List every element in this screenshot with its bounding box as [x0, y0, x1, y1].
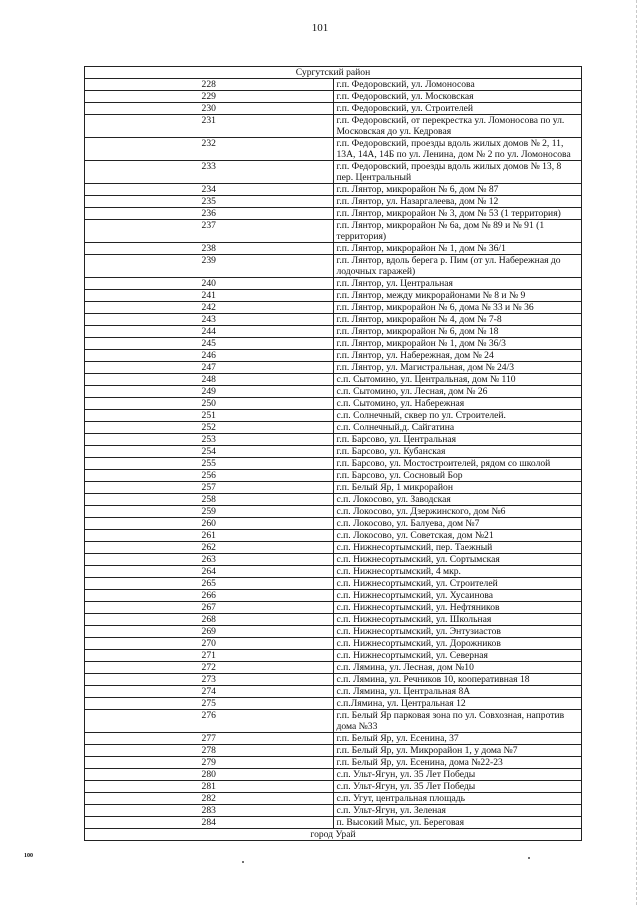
row-number: 229 [85, 91, 334, 103]
table-row [85, 374, 582, 386]
row-number: 262 [85, 542, 334, 554]
table-row [85, 79, 582, 91]
table-row [85, 278, 582, 290]
row-location: п. Высокий Мыс, ул. Береговая [333, 817, 582, 829]
row-number: 284 [85, 817, 334, 829]
table-row [85, 243, 582, 255]
row-location: с.п. Сытомино, ул. Набережная [333, 398, 582, 410]
table-row [85, 674, 582, 686]
row-location: г.п. Белый Яр, 1 микрорайон [333, 482, 582, 494]
table-row [85, 542, 582, 554]
table-row [85, 590, 582, 602]
section-title: город Урай [85, 829, 582, 841]
row-number: 237 [85, 220, 334, 243]
row-number: 232 [85, 138, 334, 161]
row-location: с.п. Сытомино, ул. Центральная, дом № 110 [333, 374, 582, 386]
table-row [85, 184, 582, 196]
row-location: с.п. Нижнесортымский, ул. Северная [333, 650, 582, 662]
row-location: с.п. Угут, центральная площадь [333, 793, 582, 805]
table-row [85, 506, 582, 518]
table-row [85, 138, 582, 161]
row-location: с.п. Локосово, ул. Советская, дом №21 [333, 530, 582, 542]
row-location: с.п. Нижнесортымский, ул. Строителей [333, 578, 582, 590]
row-location: с.п. Локосово, ул. Дзержинского, дом №6 [333, 506, 582, 518]
table-row [85, 398, 582, 410]
row-number: 283 [85, 805, 334, 817]
row-number: 274 [85, 686, 334, 698]
row-number: 278 [85, 745, 334, 757]
table-row [85, 350, 582, 362]
row-number: 269 [85, 626, 334, 638]
table-row [85, 578, 582, 590]
row-number: 231 [85, 115, 334, 138]
row-location: г.п. Федоровский, от перекрестка ул. Ломоносова по ул. Московская до ул. Кедровая [333, 115, 582, 138]
row-number: 241 [85, 290, 334, 302]
row-location: с.п. Нижнесортымский, ул. Школьная [333, 614, 582, 626]
table-row [85, 530, 582, 542]
table-row [85, 686, 582, 698]
row-location: с.п. Сытомино, ул. Лесная, дом № 26 [333, 386, 582, 398]
row-location: г.п. Лянтор, микрорайон № 1, дом № 36/1 [333, 243, 582, 255]
row-location: г.п. Белый Яр, ул. Микрорайон 1, у дома №7 [333, 745, 582, 757]
row-location: г.п. Федоровский, проезды вдоль жилых домов № 2, 11, 13А, 14А, 14Б по ул. Ленина, дом № 2 по ул. Ломоносова [333, 138, 582, 161]
table-row [85, 614, 582, 626]
table-row [85, 482, 582, 494]
table-row [85, 769, 582, 781]
row-location: г.п. Федоровский, ул. Ломоносова [333, 79, 582, 91]
table-row [85, 326, 582, 338]
row-location: с.п.Лямина, ул. Центральная 12 [333, 698, 582, 710]
page-number: 101 [311, 22, 329, 34]
row-location: г.п. Федоровский, проезды вдоль жилых домов № 13, 8 пер. Центральный [333, 161, 582, 184]
row-location: с.п. Нижнесортымский, пер. Таежный [333, 542, 582, 554]
row-location: с.п. Ульт-Ягун, ул. Зеленая [333, 805, 582, 817]
row-location: г.п. Белый Яр, ул. Есенина, дома №22-23 [333, 757, 582, 769]
scan-speck [242, 861, 244, 863]
row-number: 246 [85, 350, 334, 362]
table-row [85, 662, 582, 674]
row-number: 275 [85, 698, 334, 710]
row-location: с.п. Солнечный,д. Сайгатина [333, 422, 582, 434]
row-location: г.п. Лянтор, микрорайон № 6а, дом № 89 и № 91 (1 территория) [333, 220, 582, 243]
row-number: 252 [85, 422, 334, 434]
locations-table [84, 66, 582, 841]
row-number: 250 [85, 398, 334, 410]
row-location: с.п. Нижнесортымский, ул. Дорожников [333, 638, 582, 650]
row-location: с.п. Ульт-Ягун, ул. 35 Лет Победы [333, 781, 582, 793]
row-location: г.п. Лянтор, ул. Назаргалеева, дом № 12 [333, 196, 582, 208]
row-location: г.п. Федоровский, ул. Московская [333, 91, 582, 103]
row-location: г.п. Барсово, ул. Сосновый Бор [333, 470, 582, 482]
row-location: г.п. Барсово, ул. Кубанская [333, 446, 582, 458]
row-number: 245 [85, 338, 334, 350]
row-number: 239 [85, 255, 334, 278]
row-location: г.п. Лянтор, между микрорайонами № 8 и № 9 [333, 290, 582, 302]
row-number: 272 [85, 662, 334, 674]
table-row [85, 554, 582, 566]
scan-speck [528, 857, 530, 859]
row-location: с.п. Нижнесортымский, 4 мкр. [333, 566, 582, 578]
row-location: г.п. Лянтор, микрорайон № 4, дом № 7-8 [333, 314, 582, 326]
table-row [85, 302, 582, 314]
row-number: 257 [85, 482, 334, 494]
row-location: г.п. Белый Яр парковая зона по ул. Совхозная, напротив дома №33 [333, 710, 582, 733]
table-row [85, 470, 582, 482]
row-number: 273 [85, 674, 334, 686]
row-number: 242 [85, 302, 334, 314]
table-row [85, 255, 582, 278]
row-location: г.п. Лянтор, микрорайон № 3, дом № 53 (1 территория) [333, 208, 582, 220]
row-location: с.п. Нижнесортымский, ул. Сортымская [333, 554, 582, 566]
row-number: 228 [85, 79, 334, 91]
table-row [85, 422, 582, 434]
table-row [85, 446, 582, 458]
row-location: г.п. Лянтор, микрорайон № 6, дом № 87 [333, 184, 582, 196]
row-number: 281 [85, 781, 334, 793]
table-row [85, 745, 582, 757]
row-number: 261 [85, 530, 334, 542]
row-number: 268 [85, 614, 334, 626]
table-row [85, 220, 582, 243]
row-location: с.п. Нижнесортымский, ул. Энтузиастов [333, 626, 582, 638]
row-number: 263 [85, 554, 334, 566]
table-row [85, 650, 582, 662]
table-row [85, 196, 582, 208]
row-number: 265 [85, 578, 334, 590]
row-number: 244 [85, 326, 334, 338]
row-location: с.п. Нижнесортымский, ул. Хусаинова [333, 590, 582, 602]
table-row [85, 494, 582, 506]
row-location: г.п. Федоровский, ул. Строителей [333, 103, 582, 115]
row-location: г.п. Белый Яр, ул. Есенина, 37 [333, 733, 582, 745]
row-number: 260 [85, 518, 334, 530]
row-location: г.п. Лянтор, вдоль берега р. Пим (от ул. Набережная до лодочных гаражей) [333, 255, 582, 278]
row-number: 249 [85, 386, 334, 398]
table-row [85, 458, 582, 470]
table-row [85, 602, 582, 614]
row-number: 258 [85, 494, 334, 506]
table-row [85, 386, 582, 398]
table-row [85, 208, 582, 220]
row-number: 276 [85, 710, 334, 733]
row-number: 279 [85, 757, 334, 769]
table-row [85, 161, 582, 184]
table-row [85, 626, 582, 638]
table-row [85, 757, 582, 769]
table-row [85, 793, 582, 805]
table-row [85, 338, 582, 350]
row-number: 233 [85, 161, 334, 184]
row-number: 236 [85, 208, 334, 220]
table-row [85, 518, 582, 530]
row-number: 253 [85, 434, 334, 446]
row-location: г.п. Лянтор, микрорайон № 1, дом № 36/3 [333, 338, 582, 350]
table-row [85, 710, 582, 733]
row-number: 234 [85, 184, 334, 196]
table-row [85, 410, 582, 422]
table-row [85, 698, 582, 710]
row-number: 267 [85, 602, 334, 614]
section-header-row [85, 67, 582, 79]
row-location: г.п. Барсово, ул. Центральная [333, 434, 582, 446]
table-row [85, 781, 582, 793]
row-location: г.п. Лянтор, ул. Центральная [333, 278, 582, 290]
row-location: г.п. Лянтор, микрорайон № 6, дома № 33 и № 36 [333, 302, 582, 314]
row-location: с.п. Локосово, ул. Балуева, дом №7 [333, 518, 582, 530]
row-number: 277 [85, 733, 334, 745]
row-location: с.п. Лямина, ул. Центральная 8А [333, 686, 582, 698]
row-number: 240 [85, 278, 334, 290]
table-row [85, 91, 582, 103]
row-location: с.п. Локосово, ул. Заводская [333, 494, 582, 506]
row-number: 254 [85, 446, 334, 458]
row-location: с.п. Ульт-Ягун, ул. 35 Лет Победы [333, 769, 582, 781]
row-number: 243 [85, 314, 334, 326]
table-row [85, 290, 582, 302]
table-row [85, 733, 582, 745]
table-row [85, 638, 582, 650]
row-number: 255 [85, 458, 334, 470]
row-number: 256 [85, 470, 334, 482]
row-location: с.п. Солнечный, сквер по ул. Строителей. [333, 410, 582, 422]
row-location: г.п. Лянтор, ул. Набережная, дом № 24 [333, 350, 582, 362]
table-row [85, 805, 582, 817]
row-number: 266 [85, 590, 334, 602]
section-title: Сургутский район [85, 67, 582, 79]
table-row [85, 566, 582, 578]
row-number: 238 [85, 243, 334, 255]
table-row [85, 362, 582, 374]
page-margin-line [636, 0, 637, 905]
row-location: г.п. Лянтор, ул. Магистральная, дом № 24/3 [333, 362, 582, 374]
row-number: 251 [85, 410, 334, 422]
row-number: 280 [85, 769, 334, 781]
table-row [85, 103, 582, 115]
row-number: 235 [85, 196, 334, 208]
row-location: с.п. Лямина, ул. Речников 10, кооперативная 18 [333, 674, 582, 686]
row-location: г.п. Барсово, ул. Мостостроителей, рядом со школой [333, 458, 582, 470]
table-row [85, 115, 582, 138]
row-location: г.п. Лянтор, микрорайон № 6, дом № 18 [333, 326, 582, 338]
row-number: 282 [85, 793, 334, 805]
row-location: с.п. Лямина, ул. Лесная, дом №10 [333, 662, 582, 674]
section-header-row [85, 829, 582, 841]
table-row [85, 314, 582, 326]
row-number: 270 [85, 638, 334, 650]
row-location: с.п. Нижнесортымский, ул. Нефтяников [333, 602, 582, 614]
row-number: 271 [85, 650, 334, 662]
row-number: 230 [85, 103, 334, 115]
table-row [85, 817, 582, 829]
table-row [85, 434, 582, 446]
row-number: 259 [85, 506, 334, 518]
footer-mark: 100 [24, 853, 33, 859]
row-number: 248 [85, 374, 334, 386]
row-number: 264 [85, 566, 334, 578]
row-number: 247 [85, 362, 334, 374]
